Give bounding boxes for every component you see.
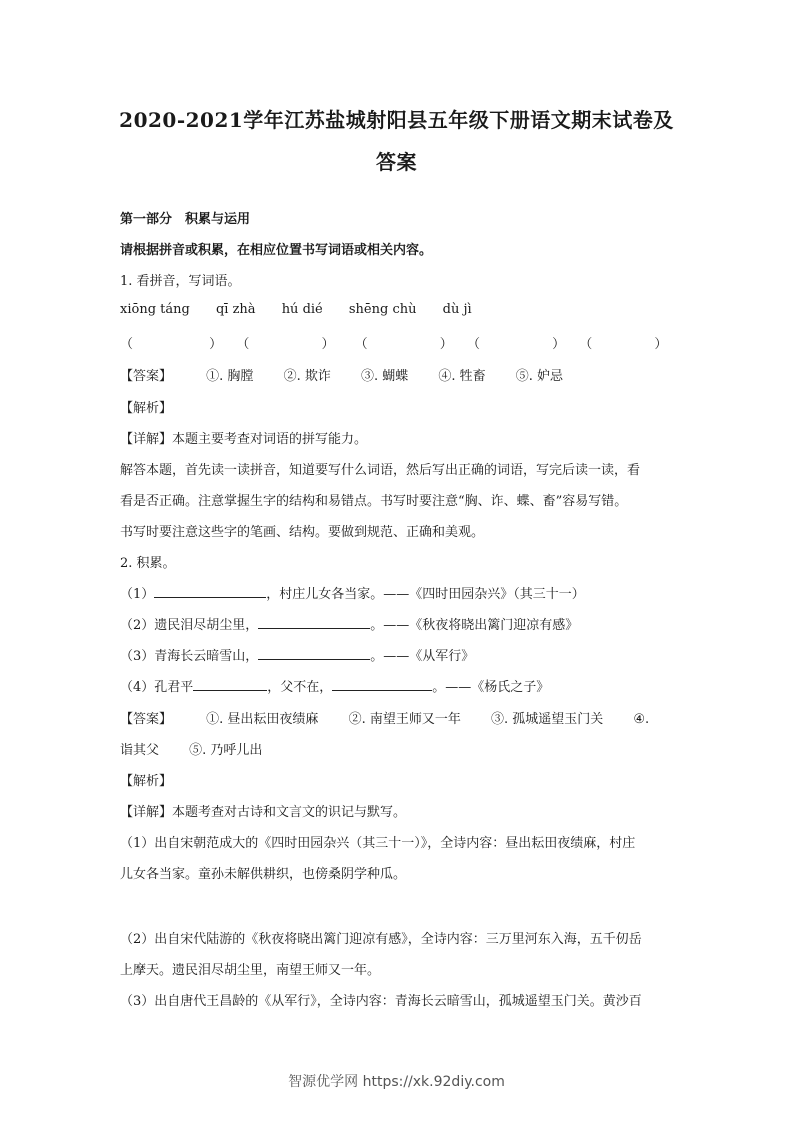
question-2-explanation-line: （1）出自宋朝范成大的《四时田园杂兴（其三十一）》，全诗内容：昼出耘田夜绩麻，村庄 xyxy=(120,836,636,851)
pinyin-item: dù jì xyxy=(442,302,472,317)
instruction-text: 请根据拼音或积累，在相应位置书写词语或相关内容。 xyxy=(120,243,433,258)
answer-item: ④. xyxy=(633,712,650,727)
paren-open: （ xyxy=(466,337,480,352)
answer-item: 诣其父 xyxy=(120,743,160,758)
document-title-line2: 答案 xyxy=(376,150,417,174)
fill-item-1: （1） ，村庄儿女各当家。——《四时田园杂兴》（其三十一） xyxy=(120,583,585,602)
fill-blank xyxy=(193,677,267,691)
fill-item-3: （3）青海长云暗雪山， 。——《从军行》 xyxy=(120,645,474,664)
paren-close: ） xyxy=(321,337,335,352)
question-1-explanation-line: 解答本题，首先读一读拼音，知道要写什么词语，然后写出正确的词语，写完后读一读，看 xyxy=(120,463,641,478)
paren-close: ） xyxy=(654,337,668,352)
answer-label: 【答案】 xyxy=(120,369,173,384)
pinyin-item: qī zhà xyxy=(215,302,256,317)
paren-close: ） xyxy=(552,337,566,352)
question-2-stem: 2. 积累。 xyxy=(120,556,176,571)
answer-item: ②. 欺诈 xyxy=(283,369,331,384)
document-title-line1: 2020-2021学年江苏盐城射阳县五年级下册语文期末试卷及 xyxy=(119,108,674,132)
answer-item: ①. 昼出耘田夜绩麻 xyxy=(206,712,319,727)
question-2-analysis-label: 【解析】 xyxy=(120,774,173,789)
paren-close: ） xyxy=(439,337,453,352)
question-2-detail: 【详解】本题考查对古诗和文言文的识记与默写。 xyxy=(120,805,407,820)
answer-item: ⑤. 乃呼儿出 xyxy=(189,743,263,758)
question-1-detail: 【详解】本题主要考查对词语的拼写能力。 xyxy=(120,432,368,447)
footer-watermark: 智源优学网 https://xk.92diy.com xyxy=(288,1074,505,1090)
question-2-answer xyxy=(120,708,649,727)
answer-item: ①. 胸膛 xyxy=(206,369,254,384)
answer-item: ③. 蝴蝶 xyxy=(360,369,409,384)
pinyin-row xyxy=(120,302,494,317)
pinyin-item: xiōng táng xyxy=(120,302,190,317)
pinyin-item: hú dié xyxy=(281,302,323,317)
question-1-explanation-line: 看是否正确。注意掌握生字的结构和易错点。书写时要注意“胸、诈、蝶、畜”容易写错。 xyxy=(120,494,628,509)
answer-parentheses-row xyxy=(120,333,667,352)
paren-close: ） xyxy=(209,337,223,352)
answer-item: ④. 牲畜 xyxy=(438,369,486,384)
question-1-explanation-line: 书写时要注意这些字的笔画、结构。要做到规范、正确和美观。 xyxy=(120,525,485,540)
fill-item-4: （4）孔君平 ，父不在， 。——《杨氏之子》 xyxy=(120,676,549,695)
question-1-analysis-label: 【解析】 xyxy=(120,401,173,416)
section-heading: 第一部分 积累与运用 xyxy=(120,212,251,227)
answer-item: ②. 南望王师又一年 xyxy=(348,712,461,727)
pinyin-item: shēng chù xyxy=(348,302,417,317)
fill-item-2: （2）遗民泪尽胡尘里， 。——《秋夜将晓出篱门迎凉有感》 xyxy=(120,614,578,633)
paren-open: （ xyxy=(120,337,134,352)
answer-label: 【答案】 xyxy=(120,712,173,727)
answer-item: ③. 孤城遥望玉门关 xyxy=(490,712,604,727)
question-2-explanation-line: 儿女各当家。童孙未解供耕织，也傍桑阴学种瓜。 xyxy=(120,867,407,882)
paren-open: （ xyxy=(354,337,368,352)
fill-blank xyxy=(332,677,432,691)
question-1-answer xyxy=(120,365,589,384)
question-2-answer-continued xyxy=(120,739,262,758)
question-2-explanation-line: 上摩天。遗民泪尽胡尘里，南望王师又一年。 xyxy=(120,963,381,978)
fill-blank xyxy=(154,584,266,598)
question-1-stem: 1. 看拼音，写词语。 xyxy=(120,274,241,289)
question-2-explanation-line: （2）出自宋代陆游的《秋夜将晓出篱门迎凉有感》，全诗内容：三万里河东入海，五千仞岳 xyxy=(120,932,642,947)
paren-open: （ xyxy=(236,337,250,352)
fill-blank xyxy=(258,646,370,660)
answer-item: ⑤. 妒忌 xyxy=(515,369,564,384)
paren-open: （ xyxy=(579,337,593,352)
fill-blank xyxy=(258,615,370,629)
question-2-explanation-line: （3）出自唐代王昌龄的《从军行》，全诗内容：青海长云暗雪山，孤城遥望玉门关。黄沙百 xyxy=(120,994,642,1009)
